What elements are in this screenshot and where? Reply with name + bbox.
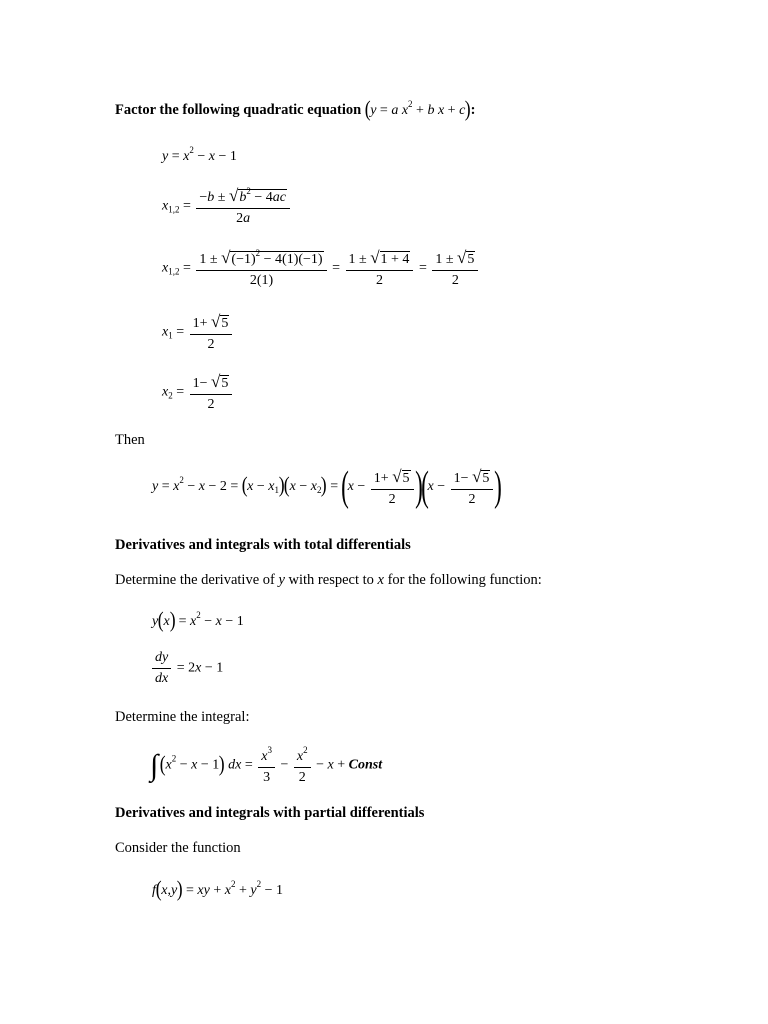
- equation-x2: $x_2$ = $\frac{1- √5}{2}$: [162, 372, 234, 413]
- derivative-intro-y: y: [278, 572, 285, 588]
- const-label: Const: [348, 757, 383, 773]
- equation-function-fxy: f(x,y) = xy + $x^2 + y^2 - 1$: [152, 876, 283, 901]
- derivative-intro-pre: Determine the derivative of: [115, 572, 279, 588]
- integral-intro: Determine the integral:: [115, 709, 250, 725]
- heading-colon: :: [470, 102, 476, 118]
- equation-derivative: $\frac{dy}{dx}$ = 2x − 1: [152, 650, 223, 687]
- heading-factor-text: Factor the following quadratic equation: [115, 102, 362, 118]
- equation-quadratic: $y = x^2 - x - 1$: [162, 145, 237, 164]
- consider-label: Consider the function: [115, 840, 241, 856]
- equation-substituted: $x_{1,2}$ = $\frac{1 \pm √(-1)^2 - 4(1)(-1)}{2(1)}$ = $\frac{1 \pm √1 + 4}{2}$ = $\frac{1 \pm √5}{2}$: [162, 248, 480, 289]
- derivative-intro-post: for the following function:: [383, 572, 542, 588]
- equation-quadratic-formula: $x_{1,2}$ = $\frac{-b \pm √b^2 - 4ac}{2a}$: [162, 186, 292, 227]
- heading-partial-differentials: Derivatives and integrals with partial differentials: [115, 805, 425, 821]
- heading-factor-quadratic: [115, 96, 475, 122]
- equation-x1: $x_1$ = $\frac{1+ √5}{2}$: [162, 312, 234, 353]
- derivative-intro-x: x: [377, 572, 384, 588]
- equation-function-yx: $y(x) = x^2 - x - 1$: [152, 607, 244, 632]
- heading-total-differentials: Derivatives and integrals with total differentials: [115, 537, 411, 553]
- derivative-intro-mid: with respect to: [284, 572, 378, 588]
- then-label: Then: [115, 432, 145, 448]
- equation-integral: $\int(x^2 - x - 1)$ dx = $\frac{x^3}{3}$ − $\frac{x^2}{2}$ − x + Const: [150, 745, 383, 785]
- derivative-intro: [115, 572, 542, 589]
- general-form-formula: (y = a $x^2 + b$ x + c): [364, 96, 471, 121]
- equation-factored: $y = x^2 - x - 2 = (x - x_1)(x - x_2) = (x$ − $\frac{1+ √5}{2}$ )(x − $\frac{1- √5}{2}$ ): [152, 464, 503, 510]
